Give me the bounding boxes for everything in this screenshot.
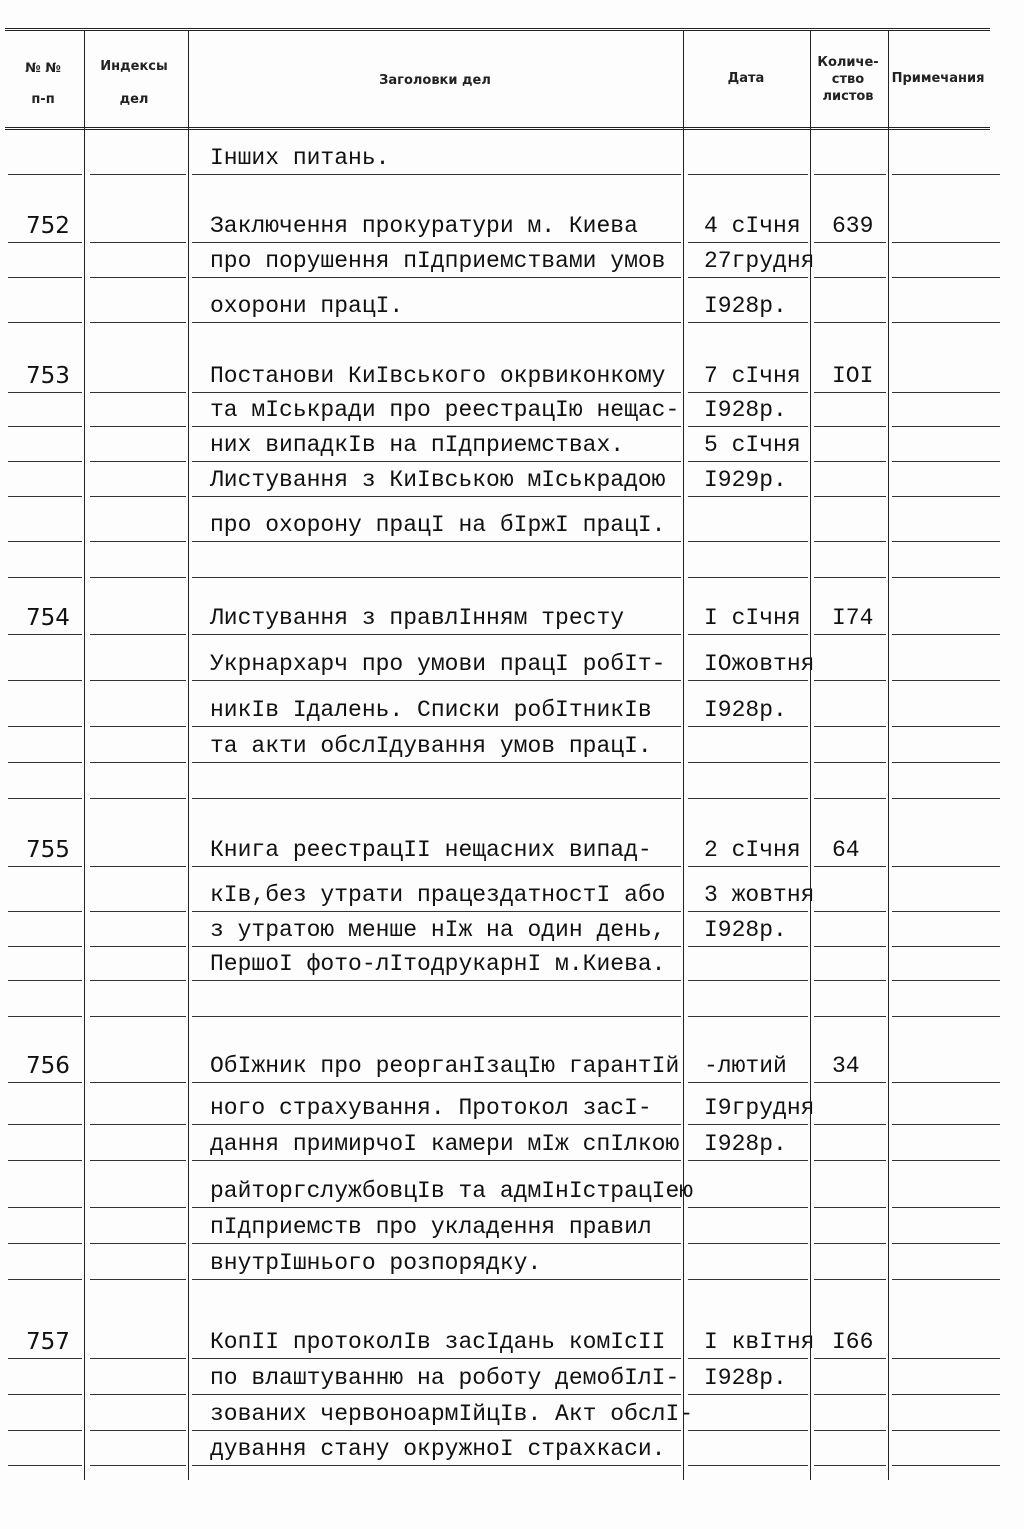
row-rule [90,461,186,462]
record-date: I квIтня [704,1329,815,1355]
row-rule [688,541,808,542]
column-divider [810,30,811,1480]
row-rule [90,322,186,323]
row-rule [192,1358,681,1359]
row-rule [8,1082,82,1083]
record-number: 754 [26,605,70,631]
record-title-line: ного страхування. Протокол засI- [210,1095,652,1121]
row-rule [192,726,681,727]
record-sheet-count: IOI [832,363,874,389]
record-title-line: никIв Iдалень. Списки робIтникIв [210,697,652,723]
row-rule [688,392,808,393]
row-rule [814,911,886,912]
record-number: 752 [26,213,70,239]
row-rule [814,798,886,799]
row-rule [90,1207,186,1208]
record-title-line: них випадкIв на пIдприемствах. [210,432,625,458]
row-rule [892,277,1000,278]
row-rule [8,461,82,462]
row-rule [8,1358,82,1359]
row-rule [192,461,681,462]
record-title-line: Книга реестрацII нещасних випад- [210,837,652,863]
header-date: Дата [727,71,765,86]
header-count: Количе- ство листов [817,55,879,104]
row-rule [892,174,1000,175]
row-rule [892,946,1000,947]
row-rule [688,577,808,578]
record-title-line: внутрIшнього розпорядку. [210,1250,542,1276]
row-rule [90,1394,186,1395]
row-rule [688,1394,808,1395]
header-index-label: Индексы [100,59,168,74]
row-rule [90,541,186,542]
row-rule [892,496,1000,497]
record-sheet-count: I74 [832,605,874,631]
record-sheet-count: 34 [832,1053,860,1079]
row-rule [8,1160,82,1161]
row-rule [688,798,808,799]
row-rule [192,1016,681,1017]
row-rule [8,1279,82,1280]
row-rule [90,762,186,763]
row-rule [192,174,681,175]
row-rule [90,1124,186,1125]
record-title-line: Iнших питань. [210,145,390,171]
row-rule [814,1394,886,1395]
row-rule [192,762,681,763]
row-rule [90,680,186,681]
row-rule [892,798,1000,799]
row-rule [90,1016,186,1017]
row-rule [8,1430,82,1431]
row-rule [90,1279,186,1280]
header-number-label: № № [25,61,61,76]
record-title-line: ПершоI фото-лIтодрукарнI м.Киева. [210,951,666,977]
row-rule [892,1082,1000,1083]
row-rule [192,1207,681,1208]
row-rule [192,392,681,393]
row-rule [8,174,82,175]
row-rule [892,1207,1000,1208]
row-rule [8,866,82,867]
record-title-line: та мIськради про реестрацIю нещас- [210,397,680,423]
row-rule [814,496,886,497]
row-rule [90,1358,186,1359]
record-title-line: дання примирчоI камери мIж спIлкою [210,1131,680,1157]
row-rule [192,496,681,497]
row-rule [814,392,886,393]
row-rule [90,174,186,175]
record-sheet-count: 64 [832,837,860,863]
row-rule [8,577,82,578]
row-rule [892,1243,1000,1244]
row-rule [90,577,186,578]
row-rule [8,277,82,278]
row-rule [688,946,808,947]
row-rule [892,726,1000,727]
row-rule [90,634,186,635]
row-rule [814,1207,886,1208]
row-rule [814,1430,886,1431]
row-rule [688,1279,808,1280]
row-rule [8,242,82,243]
record-date: I928р. [704,917,787,943]
row-rule [8,680,82,681]
header-index [86,58,182,108]
row-rule [688,1124,808,1125]
record-title-line: КопII протоколIв засIдань комIсII [210,1329,666,1355]
record-title-line: ОбIжник про реорганIзацIю гарантIй [210,1053,680,1079]
row-rule [8,634,82,635]
record-title-line: та акти обслIдування умов працI. [210,733,652,759]
row-rule [192,1082,681,1083]
row-rule [892,680,1000,681]
record-sheet-count: I66 [832,1329,874,1355]
row-rule [814,277,886,278]
row-rule [688,1243,808,1244]
row-rule [8,1243,82,1244]
row-rule [688,1207,808,1208]
row-rule [814,762,886,763]
row-rule [892,392,1000,393]
record-date: I928р. [704,1365,787,1391]
row-rule [90,866,186,867]
row-rule [8,911,82,912]
record-number: 756 [26,1053,70,1079]
record-title-line: зованих червоноармIйцIв. Акт обслI- [210,1401,694,1427]
record-title-line: про порушення пIдприемствами умов [210,248,666,274]
header-notes: Примечания [891,71,985,86]
row-rule [8,762,82,763]
row-rule [814,634,886,635]
row-rule [8,496,82,497]
record-title-line: Заключення прокуратури м. Киева [210,213,638,239]
row-rule [8,1124,82,1125]
record-title-line: дування стану окружноI страхкаси. [210,1436,666,1462]
row-rule [192,277,681,278]
row-rule [192,980,681,981]
row-rule [814,1279,886,1280]
row-rule [90,392,186,393]
row-rule [814,174,886,175]
row-rule [814,946,886,947]
row-rule [892,1358,1000,1359]
row-rule [892,426,1000,427]
row-rule [8,798,82,799]
record-title-line: Листування з КиIвською мIськрадою [210,467,666,493]
row-rule [814,242,886,243]
row-rule [192,1430,681,1431]
row-rule [90,242,186,243]
row-rule [192,946,681,947]
row-rule [688,1082,808,1083]
record-date: 3 жовтня [704,882,815,908]
header-title: Заголовки дел [379,73,491,88]
row-rule [892,577,1000,578]
record-number: 755 [26,837,70,863]
row-rule [192,1394,681,1395]
row-rule [8,1016,82,1017]
row-rule [192,866,681,867]
row-rule [814,426,886,427]
row-rule [892,911,1000,912]
row-rule [814,726,886,727]
row-rule [90,911,186,912]
row-rule [688,1358,808,1359]
record-date: I928р. [704,397,787,423]
record-date: 27грудня [704,248,815,274]
header-bottom-rule [5,127,990,130]
row-rule [8,946,82,947]
row-rule [688,726,808,727]
row-rule [192,426,681,427]
column-divider [683,30,684,1480]
row-rule [8,1394,82,1395]
row-rule [814,1358,886,1359]
row-rule [892,866,1000,867]
column-divider [888,30,889,1480]
row-rule [688,1430,808,1431]
row-rule [814,1124,886,1125]
row-rule [90,277,186,278]
row-rule [688,461,808,462]
row-rule [892,322,1000,323]
row-rule [892,1279,1000,1280]
row-rule [192,242,681,243]
row-rule [192,1465,681,1466]
row-rule [8,541,82,542]
header-top-rule [5,28,990,31]
row-rule [892,1124,1000,1125]
row-rule [90,496,186,497]
row-rule [892,541,1000,542]
record-title-line: з утратою менше нIж на один день, [210,917,666,943]
row-rule [688,1160,808,1161]
row-rule [192,1160,681,1161]
row-rule [90,1160,186,1161]
record-title-line: Постанови КиIвського окрвиконкому [210,363,666,389]
header-number [8,60,78,108]
row-rule [8,426,82,427]
row-rule [90,980,186,981]
row-rule [90,1082,186,1083]
row-rule [814,322,886,323]
row-rule [688,762,808,763]
row-rule [688,680,808,681]
row-rule [892,634,1000,635]
header-index-sub: дел [119,92,149,107]
row-rule [814,541,886,542]
row-rule [688,277,808,278]
row-rule [688,1016,808,1017]
record-date: -лютий [704,1053,787,1079]
row-rule [192,798,681,799]
row-rule [192,577,681,578]
row-rule [688,426,808,427]
row-rule [814,1016,886,1017]
row-rule [688,322,808,323]
record-title-line: райторгслужбовцIв та адмIнIстрацIею [210,1178,694,1204]
header-number-sub: п-п [31,92,55,107]
record-title-line: Укрнархарч про умови працI робIт- [210,651,666,677]
row-rule [8,980,82,981]
row-rule [814,1243,886,1244]
record-title-line: пIдприемств про укладення правил [210,1214,652,1240]
row-rule [688,634,808,635]
row-rule [192,1279,681,1280]
row-rule [814,1465,886,1466]
row-rule [688,866,808,867]
row-rule [688,980,808,981]
row-rule [192,1124,681,1125]
row-rule [192,1243,681,1244]
record-date: I929р. [704,467,787,493]
row-rule [90,1430,186,1431]
column-divider [84,30,85,1480]
record-title-line: Листування з правлIнням тресту [210,605,625,631]
row-rule [192,680,681,681]
row-rule [8,322,82,323]
row-rule [90,426,186,427]
record-title-line: кIв,без утрати працездатностI або [210,882,666,908]
row-rule [688,496,808,497]
row-rule [8,726,82,727]
row-rule [892,461,1000,462]
row-rule [90,946,186,947]
record-title-line: охорони працI. [210,293,404,319]
record-sheet-count: 639 [832,213,874,239]
row-rule [814,680,886,681]
record-title-line: про охорону працI на бIржI працI. [210,512,666,538]
record-date: IOжовтня [704,651,815,677]
record-date: I928р. [704,293,787,319]
row-rule [90,798,186,799]
row-rule [814,866,886,867]
record-number: 753 [26,363,70,389]
row-rule [192,322,681,323]
record-date: I cIчня [704,605,801,631]
column-divider [188,30,189,1480]
record-date: 2 cIчня [704,837,801,863]
row-rule [892,1465,1000,1466]
row-rule [814,1082,886,1083]
row-rule [814,1160,886,1161]
row-rule [688,174,808,175]
record-date: I9грудня [704,1095,815,1121]
row-rule [814,980,886,981]
row-rule [90,1465,186,1466]
row-rule [892,1394,1000,1395]
row-rule [814,461,886,462]
row-rule [192,541,681,542]
row-rule [192,634,681,635]
row-rule [8,1465,82,1466]
record-date: 5 cIчня [704,432,801,458]
row-rule [688,1465,808,1466]
row-rule [90,1243,186,1244]
row-rule [688,911,808,912]
record-date: I928р. [704,697,787,723]
row-rule [688,242,808,243]
row-rule [814,577,886,578]
row-rule [892,1160,1000,1161]
row-rule [892,242,1000,243]
row-rule [892,980,1000,981]
record-date: 7 cIчня [704,363,801,389]
row-rule [892,1430,1000,1431]
row-rule [892,762,1000,763]
record-date: 4 cIчня [704,213,801,239]
row-rule [90,726,186,727]
row-rule [8,392,82,393]
record-date: I928р. [704,1131,787,1157]
row-rule [892,1016,1000,1017]
record-title-line: по влаштуванню на роботу демобIлI- [210,1365,680,1391]
row-rule [192,911,681,912]
row-rule [8,1207,82,1208]
record-number: 757 [26,1329,70,1355]
